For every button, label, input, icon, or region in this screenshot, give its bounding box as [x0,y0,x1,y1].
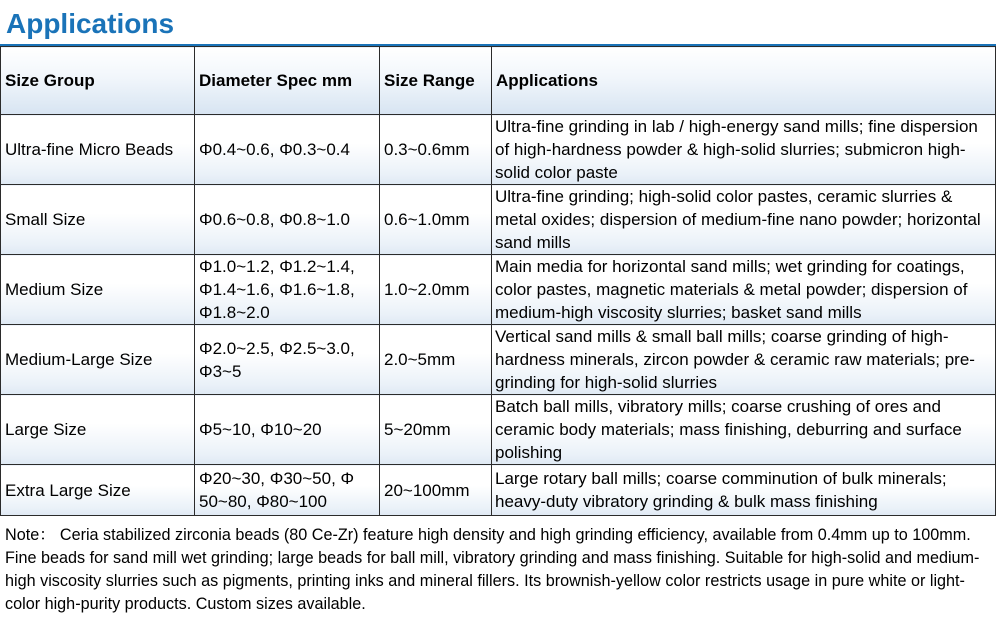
applications-table [0,46,996,516]
cell-size-group: Extra Large Size [1,465,195,516]
cell-diameter-spec: Φ2.0~2.5, Φ2.5~3.0, Φ3~5 [195,325,380,395]
table-row [1,255,996,325]
cell-diameter-spec: Φ1.0~1.2, Φ1.2~1.4, Φ1.4~1.6, Φ1.6~1.8, Φ1.8~2.0 [195,255,380,325]
cell-applications: Ultra-fine grinding; high-solid color pastes, ceramic slurries & metal oxides; dispersion of medium-fine nano powder; horizontal sand mills [492,185,996,255]
cell-size-range: 20~100mm [380,465,492,516]
cell-size-group: Medium-Large Size [1,325,195,395]
header-diameter-spec: Diameter Spec mm [195,47,380,115]
footnote: Note： Ceria stabilized zirconia beads (80 Ce-Zr) feature high density and high grinding efficiency, available from 0.4mm up to 100mm. Fine beads for sand mill wet grinding; large beads for ball mill, vibratory grinding and mass finishing. Suitable for high-solid and medium-high viscosity slurries such as pigments, printing inks and mineral fillers. Its brownish-yellow color restricts usage in pure white or light-color high-purity products. Custom sizes available. [5,526,980,613]
cell-diameter-spec: Φ0.6~0.8, Φ0.8~1.0 [195,185,380,255]
cell-size-range: 5~20mm [380,395,492,465]
table-row [1,325,996,395]
cell-size-group: Medium Size [1,255,195,325]
cell-size-group: Large Size [1,395,195,465]
cell-size-range: 2.0~5mm [380,325,492,395]
table-row [1,395,996,465]
cell-applications: Ultra-fine grinding in lab / high-energy sand mills; fine dispersion of high-hardness powder & high-solid slurries; submicron high-solid color paste [492,115,996,185]
table-row [1,465,996,516]
table-header-row [1,47,996,115]
cell-applications: Large rotary ball mills; coarse comminution of bulk minerals; heavy-duty vibratory grinding & bulk mass finishing [492,465,996,516]
cell-applications: Vertical sand mills & small ball mills; coarse grinding of high-hardness minerals, zircon powder & ceramic raw materials; pre-grinding for high-solid slurries [492,325,996,395]
cell-applications: Batch ball mills, vibratory mills; coarse crushing of ores and ceramic body materials; mass finishing, deburring and surface polishing [492,395,996,465]
header-size-group: Size Group [1,47,195,115]
page-title: Applications [6,8,175,39]
table-row [1,115,996,185]
cell-applications: Main media for horizontal sand mills; wet grinding for coatings, color pastes, magnetic materials & metal powder; dispersion of medium-high viscosity slurries; basket sand mills [492,255,996,325]
header-size-range: Size Range [380,47,492,115]
table-row [1,185,996,255]
cell-size-range: 0.3~0.6mm [380,115,492,185]
header-applications: Applications [492,47,996,115]
cell-size-group: Small Size [1,185,195,255]
cell-size-range: 0.6~1.0mm [380,185,492,255]
cell-size-group: Ultra-fine Micro Beads [1,115,195,185]
cell-diameter-spec: Φ5~10, Φ10~20 [195,395,380,465]
cell-diameter-spec: Φ20~30, Φ30~50, Φ 50~80, Φ80~100 [195,465,380,516]
cell-diameter-spec: Φ0.4~0.6, Φ0.3~0.4 [195,115,380,185]
cell-size-range: 1.0~2.0mm [380,255,492,325]
